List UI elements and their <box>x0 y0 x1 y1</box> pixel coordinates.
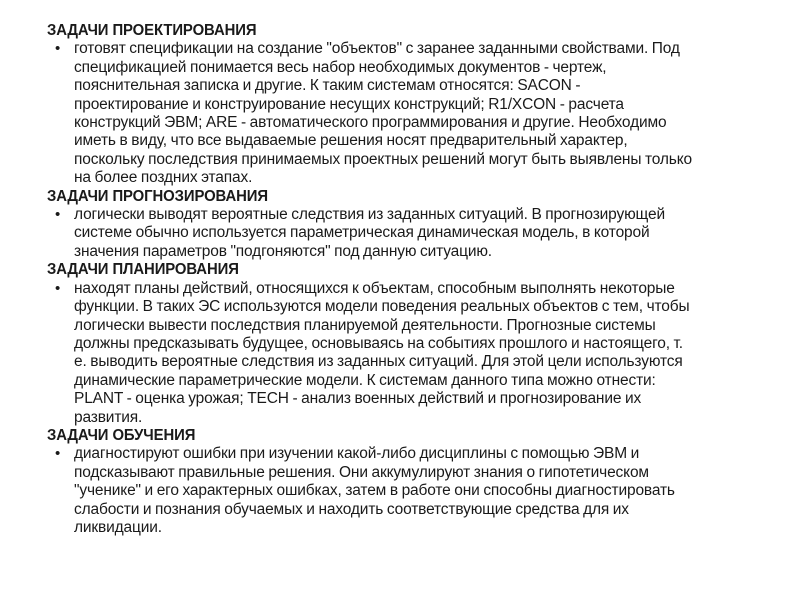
text-line: поскольку последствия принимаемых проектных решений могут быть выявлены только <box>74 150 692 168</box>
text-line: на более поздних этапах. <box>74 169 253 187</box>
bullet-text <box>74 40 767 187</box>
text-line: иметь в виду, что все выдаваемые решения носят предварительный характер, <box>74 132 628 150</box>
bullet-text <box>74 445 767 537</box>
section-title: ЗАДАЧИ ПРОГНОЗИРОВАНИЯ <box>47 187 268 205</box>
text-line: динамические параметрические модели. К системам данного типа можно отнести: <box>74 371 656 389</box>
text-line: развития. <box>74 408 143 426</box>
section-design <box>47 22 767 188</box>
bullet-item <box>47 280 767 427</box>
bullet-text <box>74 206 767 261</box>
bullet-icon: • <box>55 279 61 297</box>
bullet-icon: • <box>55 40 61 58</box>
text-line: функции. В таких ЭС используются модели поведения реальных объектов с тем, чтобы <box>74 298 690 316</box>
text-line: конструкций ЭВМ; ARE - автоматического программирования и другие. Необходимо <box>74 114 667 132</box>
text-line: проектирование и конструирование несущих конструкций; R1/XCON - расчета <box>74 95 624 113</box>
bullet-item <box>47 206 767 261</box>
bullet-item <box>47 445 767 537</box>
section-training <box>47 427 767 537</box>
text-line: логически вывести последствия планируемой деятельности. Прогнозные системы <box>74 316 656 334</box>
bullet-icon: • <box>55 445 61 463</box>
bullet-text <box>74 280 767 427</box>
bullet-icon: • <box>55 206 61 224</box>
text-line: находят планы действий, относящихся к объектам, способным выполнять некоторые <box>74 279 675 297</box>
text-line: подсказывают правильные решения. Они аккумулируют знания о гипотетическом <box>74 463 649 481</box>
section-title: ЗАДАЧИ ПРОЕКТИРОВАНИЯ <box>47 22 257 39</box>
text-line: е. выводить вероятные следствия из заданных ситуаций. Для этой цели используются <box>74 353 683 371</box>
section-title: ЗАДАЧИ ОБУЧЕНИЯ <box>47 426 196 444</box>
text-line: системе обычно используется параметрическая динамическая модель, в которой <box>74 224 650 242</box>
text-line: логически выводят вероятные следствия из заданных ситуаций. В прогнозирующей <box>74 206 665 224</box>
text-line: PLANT - оценка урожая; TECH - анализ военных действий и прогнозирование их <box>74 390 642 408</box>
text-line: спецификацией понимается весь набор необходимых документов - чертеж, <box>74 58 607 76</box>
text-line: ликвидации. <box>74 518 162 536</box>
document-page <box>47 22 767 537</box>
text-line: пояснительная записка и другие. К таким системам относятся: SACON - <box>74 77 581 95</box>
text-line: готовят спецификации на создание "объектов" с заранее заданными свойствами. Под <box>74 40 680 58</box>
text-line: значения параметров "подгоняются" под данную ситуацию. <box>74 242 492 260</box>
text-line: должны предсказывать будущее, основываясь на событиях прошлого и настоящего, т. <box>74 334 683 352</box>
text-line: слабости и познания обучаемых и находить соответствующие средства для их <box>74 500 629 518</box>
text-line: диагностируют ошибки при изучении какой-либо дисциплины с помощью ЭВМ и <box>74 445 640 463</box>
section-title: ЗАДАЧИ ПЛАНИРОВАНИЯ <box>47 261 239 279</box>
text-line: "ученике" и его характерных ошибках, затем в работе они способны диагностировать <box>74 482 675 500</box>
bullet-item <box>47 40 767 187</box>
section-forecasting <box>47 188 767 262</box>
section-planning <box>47 261 767 427</box>
